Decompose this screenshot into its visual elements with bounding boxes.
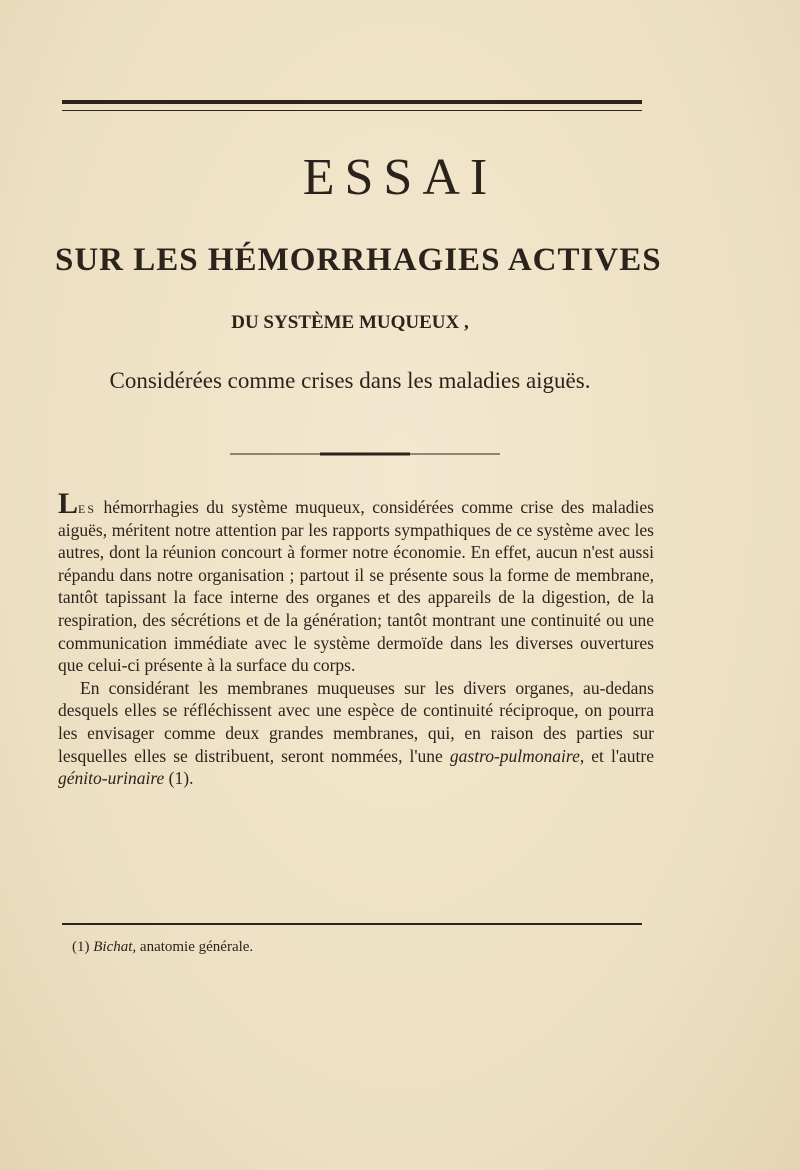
footnote-rule	[62, 923, 642, 925]
paragraph-2-text-c: (1).	[164, 768, 194, 789]
footnote	[72, 939, 253, 956]
italic-term-gastro: gastro-pulmonaire	[449, 745, 580, 766]
paragraph-1	[58, 487, 654, 677]
page-subtitle-line2: DU SYSTÈME MUQUEUX ,	[231, 312, 469, 333]
paragraph-2-text-a: En considérant les membranes muqueuses sur les divers organes, au-dedans desquels elles se réfléchissent avec une espèce de continuité réciproque, on pourra les envisager comme deux grandes membranes, qui, en raison des parties sur lesquelles elles se distribuent, seront nommées, l'une	[58, 677, 654, 766]
drop-cap: L	[58, 487, 79, 520]
paragraph-2-text-b: , et l'autre	[579, 745, 654, 766]
page-subtitle-line3: Considérées comme crises dans les maladies aiguës.	[109, 368, 591, 393]
ornamental-rule	[230, 452, 500, 455]
body-text	[58, 487, 654, 790]
footnote-author: Bichat,	[93, 939, 137, 955]
paragraph-2	[58, 677, 654, 790]
top-double-rule	[62, 100, 642, 111]
page-subtitle: SUR LES HÉMORRHAGIES ACTIVES	[55, 242, 662, 278]
footnote-marker: (1)	[72, 939, 90, 955]
italic-term-genito: génito-urinaire	[58, 768, 165, 789]
first-word-rest: es	[78, 497, 97, 517]
paragraph-1-text: hémorrhagies du système muqueux, considérées comme crise des maladies aiguës, méritent notre attention par les rapports sympathiques de ce système avec les autres, dont la réunion concourt à former notre économie. En effet, aucun n'est aussi répandu dans notre organisation ; partout il se présente sous la forme de membrane, tantôt tapissant la face interne des organes et des appareils de la digestion, de la respiration, des sécrétions et de la génération; tantôt montrant une continuité ou une communication immédiate avec le système dermoïde dans les diverses ouvertures que celui-ci présente à la surface du corps.	[58, 497, 654, 676]
footnote-text: anatomie générale.	[136, 939, 254, 955]
page-title: ESSAI	[302, 149, 498, 206]
